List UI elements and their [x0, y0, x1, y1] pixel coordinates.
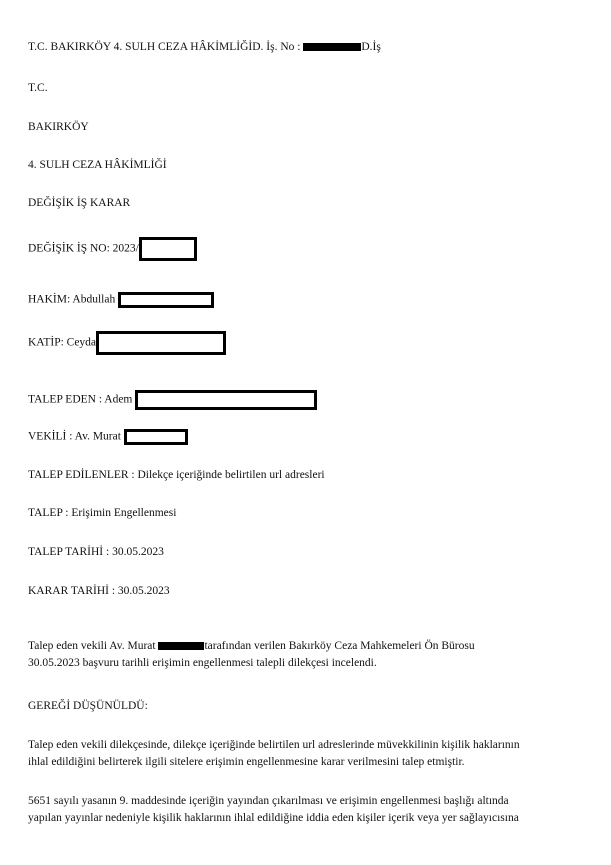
court-country: T.C.	[28, 82, 48, 94]
respondents-line: TALEP EDİLENLER : Dilekçe içeriğinde belirtilen url adresleri	[28, 469, 325, 481]
redaction-box	[135, 390, 317, 410]
header-case-prefix: T.C. BAKIRKÖY 4. SULH CEZA HÂKİMLİĞİD. İş. No :	[28, 41, 301, 53]
request-line: TALEP : Erişimin Engellenmesi	[28, 507, 177, 519]
paragraph-1-line-2: ihlal edildiğini belirterek ilgili sitelere erişimin engellenmesine karar verilmesini talep etmiştir.	[28, 756, 465, 768]
redaction-box	[96, 331, 226, 355]
case-number-line	[28, 237, 197, 261]
header-case-suffix: D.İş	[361, 41, 381, 53]
paragraph-1-line-1: Talep eden vekili dilekçesinde, dilekçe içeriğinde belirtilen url adreslerinde müvekkilinin kişilik haklarının	[28, 739, 520, 751]
redaction-box	[124, 429, 188, 445]
clerk-line	[28, 331, 226, 355]
paragraph-2-line-2: yapılan yayınlar nedeniyle kişilik haklarının ihlal edildiğine iddia eden kişiler içerik veya yer sağlayıcısına	[28, 812, 519, 824]
judge-label: HAKİM: Abdullah	[28, 293, 116, 306]
request-date-line: TALEP TARİHİ : 30.05.2023	[28, 546, 164, 558]
header-case-line	[28, 40, 381, 54]
case-number-label: DEĞİŞİK İŞ NO: 2023/	[28, 242, 139, 255]
redaction-box	[139, 237, 197, 261]
intro-before: Talep eden vekili Av. Murat	[28, 640, 156, 652]
redaction-box	[158, 642, 204, 650]
court-location: BAKIRKÖY	[28, 121, 89, 133]
decision-date-line: KARAR TARİHİ : 30.05.2023	[28, 585, 170, 597]
requester-line	[28, 390, 317, 410]
intro-paragraph	[28, 638, 590, 672]
attorney-line	[28, 429, 188, 445]
intro-after: tarafından verilen Bakırköy Ceza Mahkemeleri Ön Bürosu	[204, 640, 475, 652]
paragraph-1	[28, 737, 590, 771]
paragraph-2	[28, 793, 590, 827]
redaction-box	[118, 292, 214, 308]
document-type: DEĞİŞİK İŞ KARAR	[28, 197, 131, 209]
judge-line	[28, 292, 214, 308]
clerk-label: KATİP: Ceyda	[28, 336, 97, 349]
requester-label: TALEP EDEN : Adem	[28, 393, 133, 406]
paragraph-2-line-1: 5651 sayılı yasanın 9. maddesinde içeriğin yayından çıkarılması ve erişimin engellenmesi başlığı altında	[28, 795, 509, 807]
intro-line-1	[28, 638, 590, 655]
intro-line-2: 30.05.2023 başvuru tarihli erişimin engellenmesi talepli dilekçesi incelendi.	[28, 657, 377, 669]
redaction-box	[303, 43, 361, 51]
section-heading: GEREĞİ DÜŞÜNÜLDÜ:	[28, 700, 148, 712]
attorney-label: VEKİLİ : Av. Murat	[28, 430, 121, 443]
court-name: 4. SULH CEZA HÂKİMLİĞİ	[28, 159, 167, 171]
